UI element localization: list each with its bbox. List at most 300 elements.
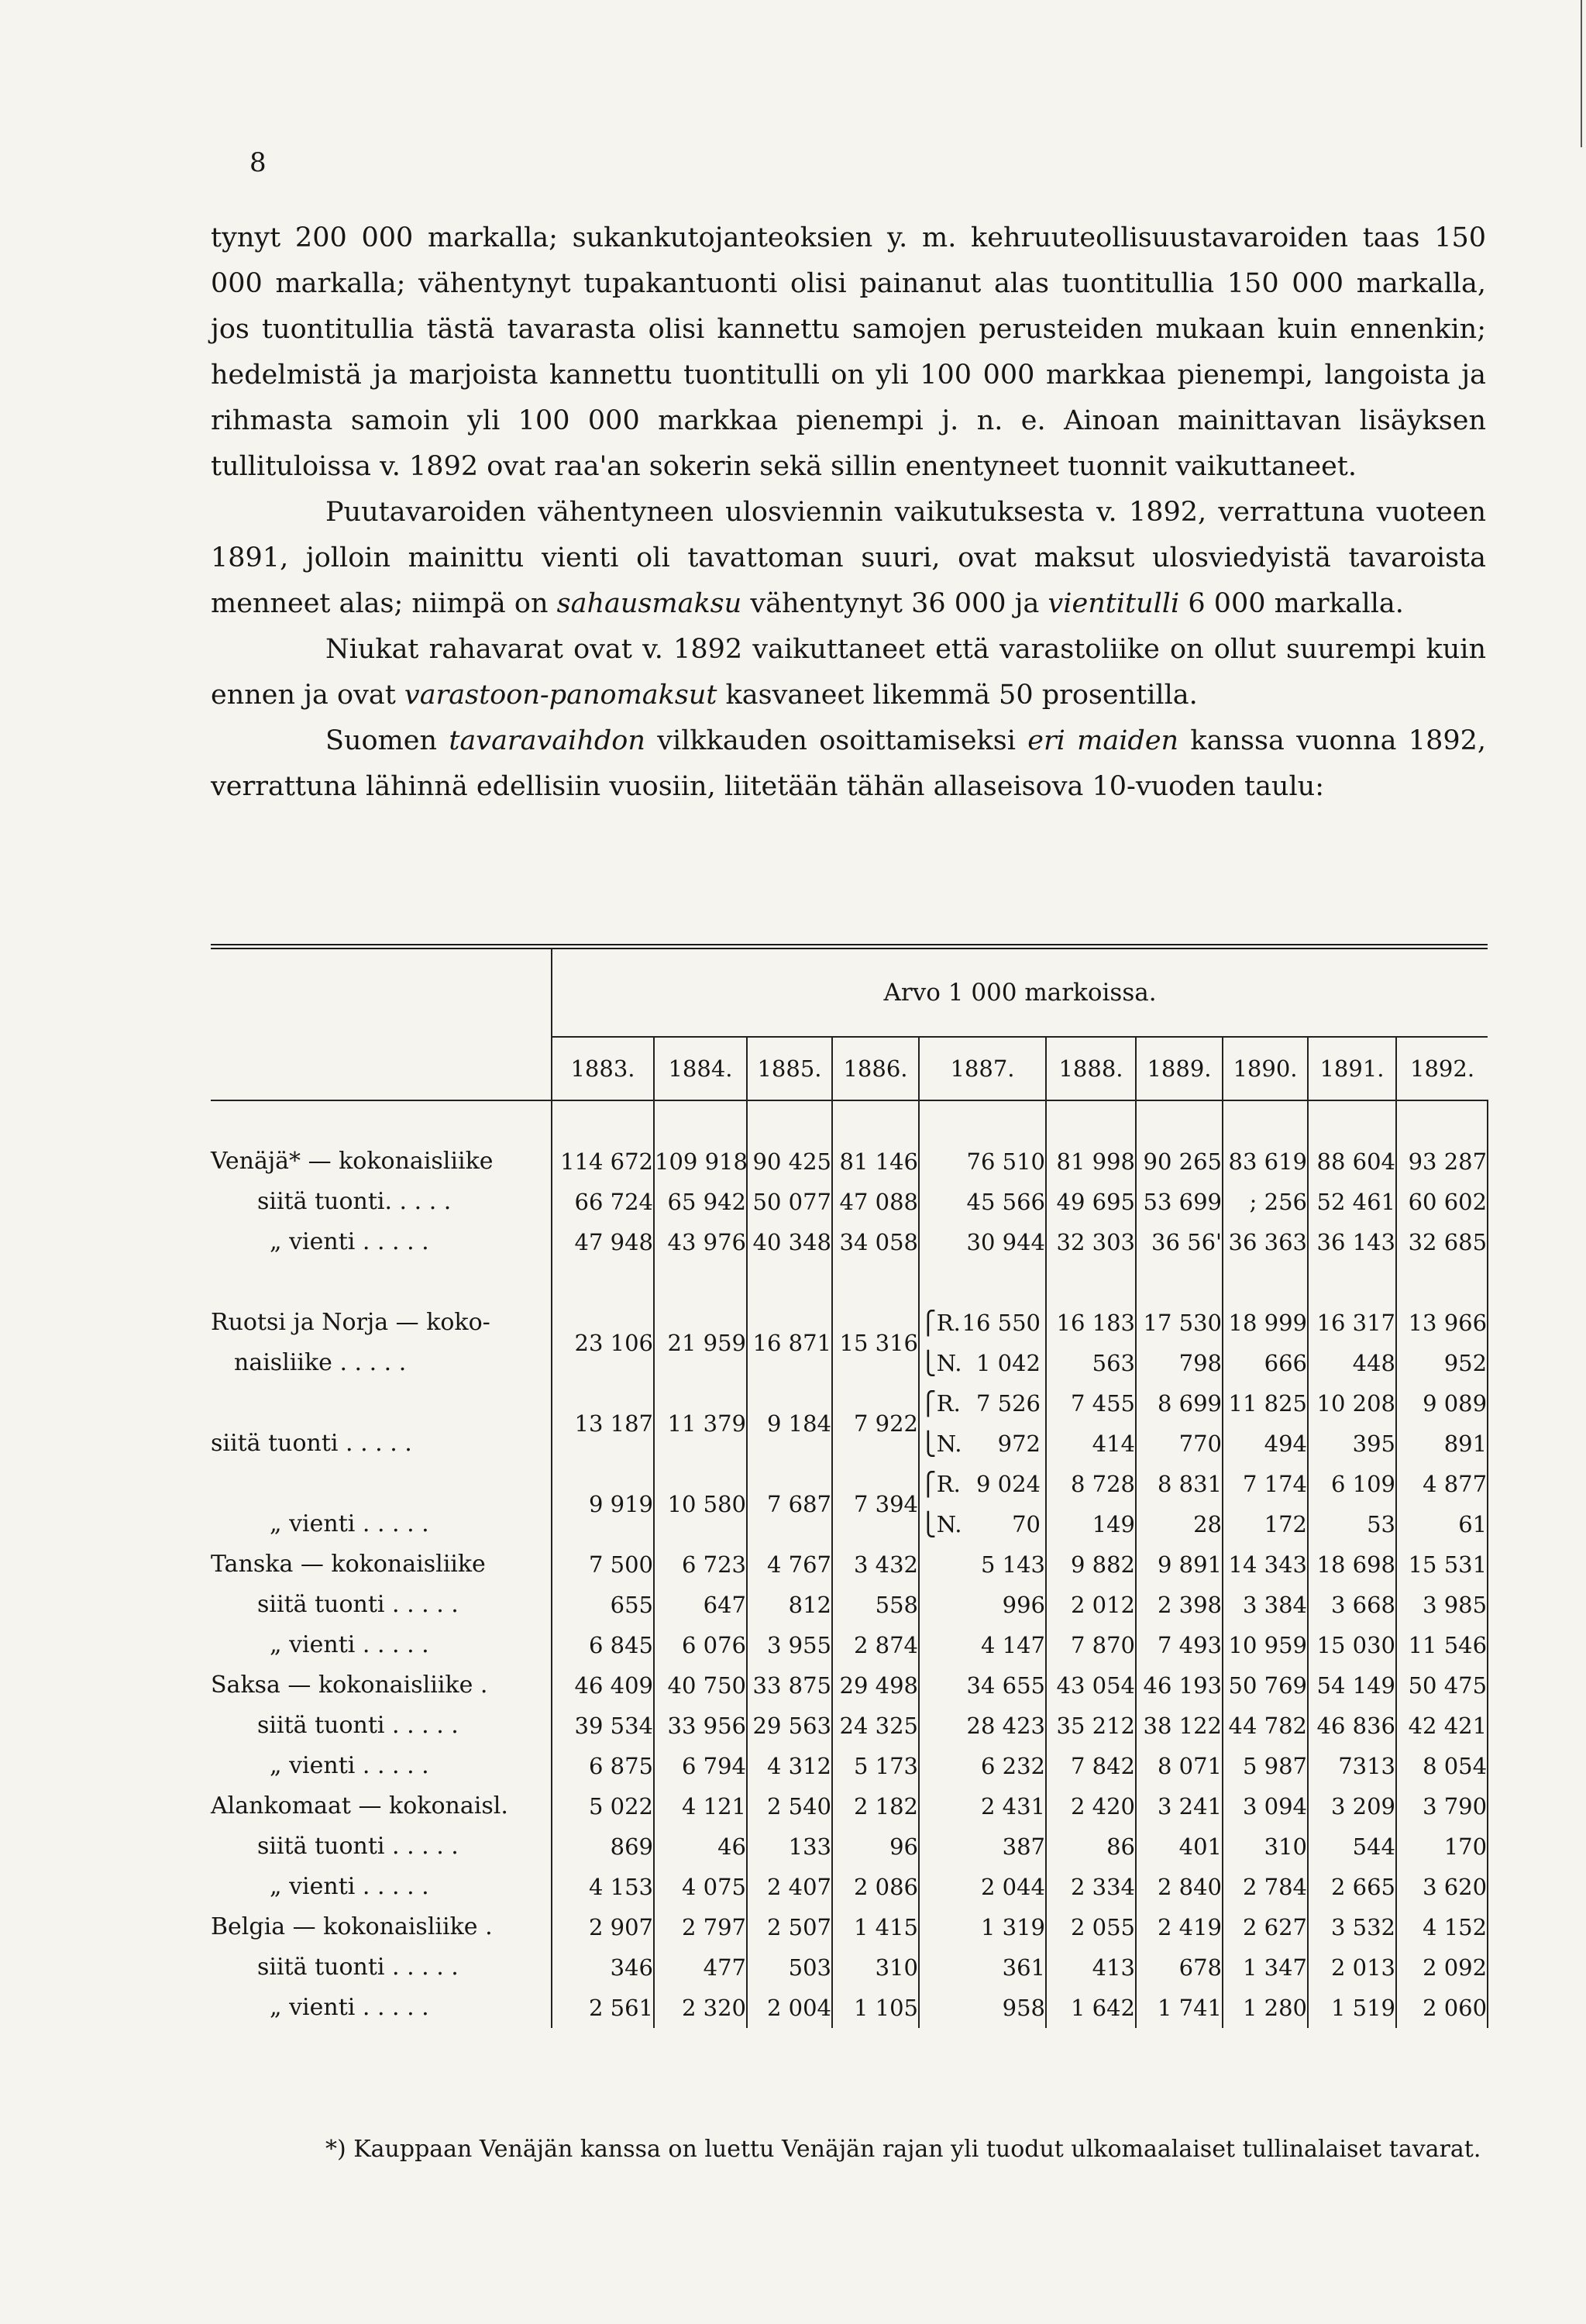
value-cell: 5 987: [1223, 1746, 1308, 1786]
value-cell: 7 500: [552, 1544, 654, 1585]
n-value: 770: [1178, 1431, 1222, 1457]
value-cell: 30 944: [919, 1222, 1046, 1262]
value-cell: 86: [1046, 1826, 1136, 1867]
value-cell: 4 147: [919, 1625, 1046, 1665]
value-cell: 9 919: [552, 1464, 654, 1544]
value-cell: 9 882: [1046, 1544, 1136, 1585]
value-cell-1887: [919, 1303, 1046, 1383]
value-cell: 2 334: [1046, 1867, 1136, 1907]
spacer-label: [211, 1100, 552, 1141]
value-cell: 11 379: [654, 1383, 747, 1464]
year-header-1891: 1891.: [1308, 1037, 1396, 1100]
value-cell: 9 891: [1136, 1544, 1223, 1585]
paragraph-4: [211, 718, 1486, 810]
value-cell: 81 998: [1046, 1141, 1136, 1182]
value-cell: 2 060: [1396, 1988, 1488, 2028]
value-cell-rn: [1136, 1303, 1223, 1383]
value-cell: 2 182: [832, 1786, 919, 1826]
paragraph-3: [211, 627, 1486, 718]
r-value: 13 966: [1408, 1310, 1488, 1336]
value-cell: 3 209: [1308, 1786, 1396, 1826]
value-cell: 7 493: [1136, 1625, 1223, 1665]
value-cell: 2 398: [1136, 1585, 1223, 1625]
value-cell: 2 874: [832, 1625, 919, 1665]
value-cell: 3 985: [1396, 1585, 1488, 1625]
row-label: siitä tuonti . . . . .: [257, 1833, 459, 1860]
spacer-cell: [654, 1262, 747, 1303]
value-cell-rn: [1046, 1303, 1136, 1383]
row-label: Saksa — kokonaisliike .: [211, 1672, 488, 1699]
value-cell: 3 384: [1223, 1585, 1308, 1625]
p4-emphasis-eri-maiden: eri maiden: [1027, 725, 1179, 756]
value-cell: 7313: [1308, 1746, 1396, 1786]
value-cell: 35 212: [1046, 1706, 1136, 1746]
n-value: 53: [1367, 1511, 1395, 1537]
row-label: „ vienti . . . . .: [270, 1631, 429, 1658]
n-value: 149: [1092, 1511, 1135, 1537]
r-value: 16 317: [1316, 1310, 1395, 1336]
value-cell: 6 076: [654, 1625, 747, 1665]
row-label: „ vienti . . . . .: [270, 1228, 429, 1255]
value-cell: 36 363: [1223, 1222, 1308, 1262]
value-cell: 15 531: [1396, 1544, 1488, 1585]
value-cell: 36 143: [1308, 1222, 1396, 1262]
value-cell: 46: [654, 1826, 747, 1867]
value-cell: 1 741: [1136, 1988, 1223, 2028]
value-cell: 33 875: [747, 1665, 832, 1706]
table-row: [211, 1988, 1488, 2028]
spacer-cell: [552, 1100, 654, 1141]
value-cell: 15 316: [832, 1303, 919, 1383]
value-cell: 23 106: [552, 1303, 654, 1383]
page-number: 8: [249, 147, 267, 178]
spacer-cell: [1136, 1100, 1223, 1141]
value-cell: 401: [1136, 1826, 1223, 1867]
body-text: [211, 215, 1486, 810]
p2-emphasis-sahausmaksu: sahausmaksu: [556, 588, 742, 619]
table-row: [211, 1141, 1488, 1182]
value-cell-rn: [1223, 1383, 1308, 1464]
value-cell: 2 419: [1136, 1907, 1223, 1947]
n-marker: ⎩N.: [920, 1350, 962, 1376]
table-row: [211, 1786, 1488, 1826]
n-value: 61: [1458, 1511, 1488, 1537]
row-label: „ vienti . . . . .: [270, 1752, 429, 1779]
r-marker: ⎧R.: [920, 1310, 961, 1336]
row-label: „ vienti . . . . .: [270, 1994, 429, 2021]
value-cell: 10 959: [1223, 1625, 1308, 1665]
spacer-cell: [1046, 1100, 1136, 1141]
value-cell: 29 498: [832, 1665, 919, 1706]
r-value: 8 831: [1157, 1471, 1222, 1497]
value-cell: 46 409: [552, 1665, 654, 1706]
value-cell: 50 769: [1223, 1665, 1308, 1706]
value-cell: 6 875: [552, 1746, 654, 1786]
value-cell: 7 842: [1046, 1746, 1136, 1786]
value-cell: 65 942: [654, 1182, 747, 1222]
value-cell: 958: [919, 1988, 1046, 2028]
value-cell: 15 030: [1308, 1625, 1396, 1665]
table-row: [211, 1907, 1488, 1947]
value-cell: 16 871: [747, 1303, 832, 1383]
row-label: [211, 1383, 552, 1464]
value-cell: 8 071: [1136, 1746, 1223, 1786]
table-row: [211, 1665, 1488, 1706]
value-cell: 83 619: [1223, 1141, 1308, 1182]
r-value: 6 109: [1330, 1471, 1395, 1497]
value-cell: 1 347: [1223, 1947, 1308, 1988]
value-cell: 50 077: [747, 1182, 832, 1222]
value-cell: 40 348: [747, 1222, 832, 1262]
year-header-1888: 1888.: [1046, 1037, 1136, 1100]
spacer-cell: [1308, 1100, 1396, 1141]
year-header-1887: 1887.: [919, 1037, 1046, 1100]
year-header-1890: 1890.: [1223, 1037, 1308, 1100]
value-cell: 2 627: [1223, 1907, 1308, 1947]
value-cell: 96: [832, 1826, 919, 1867]
value-cell: 310: [1223, 1826, 1308, 1867]
p4-text-b: vilkkauden osoittamiseksi: [645, 725, 1028, 756]
value-cell: 2 507: [747, 1907, 832, 1947]
value-cell: 10 580: [654, 1464, 747, 1544]
value-cell: 2 044: [919, 1867, 1046, 1907]
value-cell: 869: [552, 1826, 654, 1867]
value-cell-rn: [1396, 1464, 1488, 1544]
value-cell-rn: [1046, 1464, 1136, 1544]
value-cell: 109 918: [654, 1141, 747, 1182]
spacer-cell: [654, 1100, 747, 1141]
value-cell: 34 655: [919, 1665, 1046, 1706]
value-cell: 5 022: [552, 1786, 654, 1826]
p2-emphasis-vientitulli: vientitulli: [1048, 588, 1180, 619]
value-cell: 34 058: [832, 1222, 919, 1262]
value-cell: 310: [832, 1947, 919, 1988]
spacer-cell: [832, 1262, 919, 1303]
value-cell: 2 320: [654, 1988, 747, 2028]
value-cell: 4 153: [552, 1867, 654, 1907]
value-cell: 3 790: [1396, 1786, 1488, 1826]
table-row: [211, 1826, 1488, 1867]
paragraph-1: tynyt 200 000 markalla; sukankutojanteoksien y. m. kehruuteollisuustavaroiden taas 150 000 markalla; vähentynyt tupakantuonti olisi painanut alas tuontitullia 150 000 markalla, jos tuontitullia tästä tavarasta olisi kannettu samojen perusteiden mukaan kuin ennenkin; hedelmistä ja marjoista kannettu tuontitulli on yli 100 000 markkaa pienempi, langoista ja rihmasta samoin yli 100 000 markkaa pienempi j. n. e. Ainoan mainittavan lisäyksen tullituloissa v. 1892 ovat raa'an sokerin sekä sillin enentyneet tuonnit vaikuttaneet.: [211, 222, 1486, 482]
r-value: 7 174: [1242, 1471, 1307, 1497]
value-cell: 2 797: [654, 1907, 747, 1947]
table-row: [211, 1625, 1488, 1665]
r-value: 9 024: [975, 1471, 1041, 1497]
value-cell: 60 602: [1396, 1182, 1488, 1222]
r-value: 10 208: [1316, 1390, 1395, 1417]
value-cell: 6 232: [919, 1746, 1046, 1786]
table-header: Arvo 1 000 markoissa.: [552, 949, 1488, 1037]
p2-text-b: vähentynyt 36 000 ja: [741, 588, 1048, 619]
value-cell: 996: [919, 1585, 1046, 1625]
value-cell: 45 566: [919, 1182, 1046, 1222]
row-label: siitä tuonti . . . . .: [257, 1591, 459, 1618]
value-cell: 5 173: [832, 1746, 919, 1786]
r-value: 4 877: [1423, 1471, 1488, 1497]
r-value: 7 455: [1070, 1390, 1135, 1417]
p4-text-a: Suomen: [325, 725, 449, 756]
year-header-1883: 1883.: [552, 1037, 654, 1100]
value-cell: 38 122: [1136, 1706, 1223, 1746]
value-cell: 655: [552, 1585, 654, 1625]
value-cell: 1 319: [919, 1907, 1046, 1947]
value-cell: 1 519: [1308, 1988, 1396, 2028]
row-label-line: siitä tuonti . . . . .: [211, 1430, 412, 1457]
header-corner: [211, 949, 552, 1100]
n-value: 798: [1178, 1350, 1222, 1376]
spacer-row: [211, 1262, 1488, 1303]
value-cell: 2 540: [747, 1786, 832, 1826]
value-cell: 133: [747, 1826, 832, 1867]
value-cell: 8 054: [1396, 1746, 1488, 1786]
value-cell: 7 687: [747, 1464, 832, 1544]
spacer-row: [211, 1100, 1488, 1141]
row-label: Belgia — kokonaisliike .: [211, 1913, 493, 1940]
value-cell: 7 870: [1046, 1625, 1136, 1665]
row-label-line: „ vienti . . . . .: [270, 1510, 429, 1537]
spacer-cell: [1223, 1100, 1308, 1141]
value-cell-rn: [1396, 1303, 1488, 1383]
row-label: siitä tuonti. . . . .: [257, 1188, 452, 1215]
n-value: 70: [1012, 1511, 1041, 1537]
r-value: 16 550: [962, 1310, 1041, 1336]
row-label: Tanska — kokonaisliike: [211, 1551, 486, 1578]
value-cell: 361: [919, 1947, 1046, 1988]
table-row-ruotsi-norja: [211, 1383, 1488, 1464]
paragraph-2: [211, 490, 1486, 627]
value-cell: 32 303: [1046, 1222, 1136, 1262]
value-cell: 54 149: [1308, 1665, 1396, 1706]
n-value: 448: [1352, 1350, 1395, 1376]
n-value: 563: [1092, 1350, 1135, 1376]
r-marker: ⎧R.: [920, 1471, 961, 1497]
value-cell-rn: [1136, 1464, 1223, 1544]
value-cell: 42 421: [1396, 1706, 1488, 1746]
value-cell: 7 922: [832, 1383, 919, 1464]
value-cell: 24 325: [832, 1706, 919, 1746]
value-cell: 387: [919, 1826, 1046, 1867]
value-cell: 503: [747, 1947, 832, 1988]
value-cell: 18 698: [1308, 1544, 1396, 1585]
r-value: 8 728: [1070, 1471, 1135, 1497]
value-cell: 477: [654, 1947, 747, 1988]
spacer-cell: [832, 1100, 919, 1141]
spacer-cell: [919, 1262, 1046, 1303]
row-label: Venäjä* — kokonaisliike: [211, 1148, 494, 1175]
table-row: [211, 1544, 1488, 1585]
value-cell: 4 121: [654, 1786, 747, 1826]
value-cell: 6 794: [654, 1746, 747, 1786]
r-value: 18 999: [1228, 1310, 1307, 1336]
value-cell: 2 431: [919, 1786, 1046, 1826]
n-marker: ⎩N.: [920, 1431, 962, 1457]
row-label: Alankomaat — kokonaisl.: [211, 1792, 508, 1820]
value-cell: 21 959: [654, 1303, 747, 1383]
row-label: siitä tuonti . . . . .: [257, 1954, 459, 1981]
value-cell: 2 407: [747, 1867, 832, 1907]
value-cell: 5 143: [919, 1544, 1046, 1585]
value-cell: 2 561: [552, 1988, 654, 2028]
spacer-cell: [747, 1262, 832, 1303]
n-value: 395: [1352, 1431, 1395, 1457]
value-cell: 11 546: [1396, 1625, 1488, 1665]
n-value: 1 042: [975, 1350, 1041, 1376]
n-value: 172: [1264, 1511, 1307, 1537]
year-header-1889: 1889.: [1136, 1037, 1223, 1100]
value-cell: 1 415: [832, 1907, 919, 1947]
value-cell: 7 394: [832, 1464, 919, 1544]
n-value: 414: [1092, 1431, 1135, 1457]
value-cell: 2 086: [832, 1867, 919, 1907]
value-cell: 13 187: [552, 1383, 654, 1464]
value-cell: 2 012: [1046, 1585, 1136, 1625]
value-cell: 40 750: [654, 1665, 747, 1706]
value-cell-1887: [919, 1464, 1046, 1544]
value-cell: 9 184: [747, 1383, 832, 1464]
value-cell: 6 723: [654, 1544, 747, 1585]
value-cell: 2 420: [1046, 1786, 1136, 1826]
p2-text-a: Puutavaroiden vähentyneen ulosviennin vaikutuksesta v. 1892, verrattuna vuoteen 1891, jolloin mainittu vienti oli tavattoman suuri, ovat maksut ulosviedyistä tavaroista menneet alas; niimpä on: [211, 497, 1486, 619]
row-label-line2: naisliike . . . . .: [234, 1349, 407, 1376]
year-header-1884: 1884.: [654, 1037, 747, 1100]
value-cell: 2 665: [1308, 1867, 1396, 1907]
value-cell: 29 563: [747, 1706, 832, 1746]
r-value: 11 825: [1228, 1390, 1307, 1417]
value-cell: 50 475: [1396, 1665, 1488, 1706]
value-cell: 3 241: [1136, 1786, 1223, 1826]
value-cell: ; 256: [1223, 1182, 1308, 1222]
value-cell: 32 685: [1396, 1222, 1488, 1262]
value-cell: 678: [1136, 1947, 1223, 1988]
value-cell: 47 948: [552, 1222, 654, 1262]
year-header-1892: 1892.: [1396, 1037, 1488, 1100]
value-cell: 90 425: [747, 1141, 832, 1182]
year-header-1886: 1886.: [832, 1037, 919, 1100]
n-value: 494: [1264, 1431, 1307, 1457]
value-cell: 44 782: [1223, 1706, 1308, 1746]
table-row: [211, 1947, 1488, 1988]
value-cell: 90 265: [1136, 1141, 1223, 1182]
n-value: 972: [997, 1431, 1041, 1457]
p3-text-a: Niukat rahavarat ovat v. 1892 vaikuttaneet että varastoliike on ollut suurempi kuin ennen ja ovat: [211, 634, 1486, 711]
p4-emphasis-tavaravaihdon: tavaravaihdon: [449, 725, 645, 756]
value-cell: 1 280: [1223, 1988, 1308, 2028]
value-cell: 39 534: [552, 1706, 654, 1746]
value-cell: 52 461: [1308, 1182, 1396, 1222]
value-cell: 2 013: [1308, 1947, 1396, 1988]
value-cell: 36 56': [1136, 1222, 1223, 1262]
spacer-cell: [747, 1100, 832, 1141]
value-cell-rn: [1396, 1383, 1488, 1464]
n-marker: ⎩N.: [920, 1511, 962, 1537]
value-cell: 6 845: [552, 1625, 654, 1665]
row-label: [211, 1464, 552, 1544]
r-value: 17 530: [1143, 1310, 1222, 1336]
spacer-cell: [1136, 1262, 1223, 1303]
value-cell: 28 423: [919, 1706, 1046, 1746]
value-cell: 14 343: [1223, 1544, 1308, 1585]
trade-table: [211, 944, 1488, 2028]
value-cell-rn: [1223, 1464, 1308, 1544]
footnote-text: *) Kauppaan Venäjän kanssa on luettu Venäjän rajan yli tuodut ulkomaalaiset tullinalaiset tavarat.: [325, 2136, 1481, 2163]
value-cell: 1 105: [832, 1988, 919, 2028]
n-value: 666: [1264, 1350, 1307, 1376]
row-label: siitä tuonti . . . . .: [257, 1712, 459, 1739]
r-value: 16 183: [1056, 1310, 1135, 1336]
r-value: 8 699: [1157, 1390, 1222, 1417]
row-label-line1: Ruotsi ja Norja — koko-: [211, 1309, 490, 1336]
value-cell: 2 004: [747, 1988, 832, 2028]
p3-text-b: kasvaneet likemmä 50 prosentilla.: [717, 680, 1198, 711]
footnote: [211, 2129, 1486, 2170]
value-cell: 46 836: [1308, 1706, 1396, 1746]
row-label: „ vienti . . . . .: [270, 1873, 429, 1900]
table-row: [211, 1746, 1488, 1786]
n-value: 952: [1443, 1350, 1488, 1376]
n-value: 891: [1443, 1431, 1488, 1457]
value-cell: 53 699: [1136, 1182, 1223, 1222]
value-cell: 3 432: [832, 1544, 919, 1585]
table-row: [211, 1222, 1488, 1262]
value-cell: 3 620: [1396, 1867, 1488, 1907]
value-cell-rn: [1308, 1303, 1396, 1383]
value-cell: 43 976: [654, 1222, 747, 1262]
margin-rule: [1581, 0, 1582, 147]
value-cell: 46 193: [1136, 1665, 1223, 1706]
r-value: 9 089: [1423, 1390, 1488, 1417]
value-cell: 544: [1308, 1826, 1396, 1867]
value-cell: 88 604: [1308, 1141, 1396, 1182]
value-cell: 66 724: [552, 1182, 654, 1222]
value-cell: 4 312: [747, 1746, 832, 1786]
value-cell: 2 784: [1223, 1867, 1308, 1907]
spacer-label: [211, 1262, 552, 1303]
value-cell-rn: [1308, 1383, 1396, 1464]
value-cell: 558: [832, 1585, 919, 1625]
value-cell: 33 956: [654, 1706, 747, 1746]
value-cell-1887: [919, 1383, 1046, 1464]
table-row: [211, 1182, 1488, 1222]
p4-text-c: kanssa vuonna 1892, verrattuna lähinnä edellisiin vuosiin, liitetään tähän allaseisova 10-vuoden taulu:: [211, 725, 1486, 802]
spacer-cell: [1046, 1262, 1136, 1303]
value-cell: 81 146: [832, 1141, 919, 1182]
r-marker: ⎧R.: [920, 1390, 961, 1417]
table-row: [211, 1585, 1488, 1625]
value-cell: 3 955: [747, 1625, 832, 1665]
value-cell: 2 840: [1136, 1867, 1223, 1907]
value-cell: 43 054: [1046, 1665, 1136, 1706]
value-cell-rn: [1136, 1383, 1223, 1464]
spacer-cell: [1223, 1262, 1308, 1303]
value-cell: 1 642: [1046, 1988, 1136, 2028]
value-cell: 170: [1396, 1826, 1488, 1867]
spacer-cell: [1396, 1262, 1488, 1303]
value-cell: 346: [552, 1947, 654, 1988]
table-row: [211, 1867, 1488, 1907]
value-cell: 812: [747, 1585, 832, 1625]
value-cell: 2 055: [1046, 1907, 1136, 1947]
value-cell: 4 075: [654, 1867, 747, 1907]
p2-text-c: 6 000 markalla.: [1179, 588, 1404, 619]
value-cell: 47 088: [832, 1182, 919, 1222]
r-value: 7 526: [975, 1390, 1041, 1417]
value-cell-rn: [1223, 1303, 1308, 1383]
value-cell: 3 094: [1223, 1786, 1308, 1826]
table-row-ruotsi-norja: [211, 1464, 1488, 1544]
value-cell: 93 287: [1396, 1141, 1488, 1182]
row-label: [211, 1303, 552, 1383]
spacer-cell: [1396, 1100, 1488, 1141]
